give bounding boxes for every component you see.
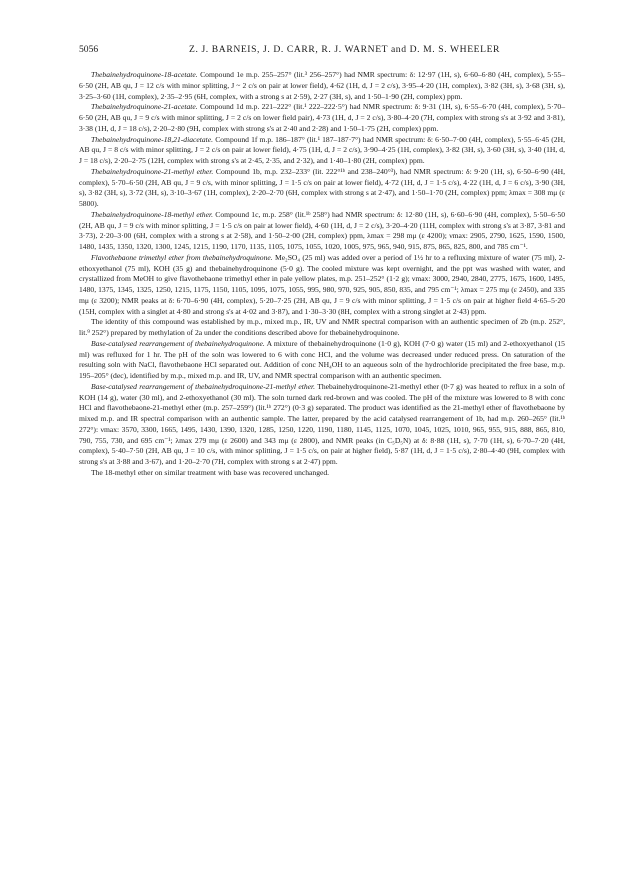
article-body	[79, 70, 565, 479]
paragraph-diacetate	[79, 135, 565, 167]
paragraph-text: The 18-methyl ether on similar treatment with base was recovered unchanged.	[91, 467, 330, 477]
paragraph-flavothebaone-trimethyl-ether	[79, 253, 565, 318]
running-head-authors: Z. J. BARNEIS, J. D. CARR, R. J. WARNET and D. M. S. WHEELER	[189, 44, 501, 55]
paragraph-title: Thebainehydroquinone-18-methyl ether.	[91, 209, 213, 219]
paragraph-text: Compound 1b, m.p. 232–233° (lit. 222°¹ᵇ and 238–240°³), had NMR spectrum: δ: 9·20 (1H, s), 6·50–6·90 (4H, complex), 5·70–6·50 (2H, AB qu, J = 9 c/s, with minor splitting, J = 1·5 c/s on pair at lower field), 4·72 (1H, d, J = 1·5 c/s), 4·22 (1H, d, J = 6 c/s), 3·90 (3H, s), 3·82 (3H, s), 3·72 (3H, s), 3·10–3·67 (1H, complex), 2·20–2·70 (6H, complex with strong s at 2·47), and 1·50–1·70 (2H, complex) ppm; λmax = 308 mμ (ε 5800).	[79, 166, 565, 208]
paragraph-title: Flavothebaone trimethyl ether from thebainehydroquinone.	[91, 252, 273, 262]
paragraph-title: Thebainehydroquinone-21-methyl ether.	[91, 166, 214, 176]
paragraph-text: A mixture of thebainehydroquinone (1·0 g), KOH (7·0 g) water (15 ml) and 2-ethoxyethanol (15 ml) was refluxed for 1 hr. The pH of the soln was lowered to 6 with conc HCl, and the volume was decreased under reduced press. On saturation of the resulting soln with NaCl, flavothebaone HCl separated out. Addition of conc NH₄OH to an aqueous soln of the hydrochloride precipitated the free base, m.p. 195–205° (dec), identified by m.p., mixed m.p. and IR, UV, and NMR spectral comparison with an authentic specimen.	[79, 338, 565, 380]
page-number: 5056	[79, 44, 99, 55]
paragraph-title: Thebainehydroquinone-18-acetate.	[91, 70, 198, 79]
paragraph-identity	[79, 317, 565, 339]
paragraph-text: Compound 1f m.p. 186–187° (lit.¹ 187–187·7°) had NMR spectrum: δ: 6·50–7·00 (4H, complex), 5·55–6·45 (2H, AB qu, J = 8 c/s with minor splitting, J = 2 c/s on pair at lower field), 4·75 (1H, d, J = 2 c/s), 3·90–4·25 (1H, complex), 3·82 (3H, s), 3·60 (3H, s), 3·40 (1H, d, J = 18 c/s), 2·20–2·75 (12H, complex with strong s's at 2·45, 2·35, and 2·32), and 1·40–1·80 (2H, complex) ppm.	[79, 134, 565, 165]
paragraph-18-methyl-ether	[79, 210, 565, 253]
paragraph-18-methyl-ether-unchanged	[79, 468, 565, 479]
paragraph-title: Thebainehydroquinone-21-acetate.	[91, 102, 198, 112]
paragraph-text: The identity of this compound was established by m.p., mixed m.p., IR, UV and NMR spectral comparison with an authentic specimen of 2b (m.p. 252°, lit.⁹ 252°) prepared by methylation of 2a under the conditions described above for thebainehydroquinone.	[79, 317, 565, 337]
paragraph-text: Me₂SO₄ (25 ml) was added over a period of 1½ hr to a refluxing mixture of water (75 ml), 2-ethoxyethanol (75 ml), KOH (35 g) and thebainehydroquinone (5·0 g). The cooled mixture was kept overnight, and the ppt was washed with water, and crystallized from MeOH to give flavothebaone trimethyl ether in pale yellow plates, m.p. 251–252° (1·2 g); νmax: 3000, 2940, 2840, 2775, 1675, 1600, 1495, 1480, 1375, 1345, 1325, 1250, 1215, 1175, 1150, 1105, 1095, 1075, 1055, 995, 980, 970, 925, 905, 850, 835, and 795 cm⁻¹; λmax = 275 mμ (ε 2450), and 335 mμ (ε 3200); NMR peaks at δ: 6·70–6·90 (4H, complex), 5·20–7·25 (2H, AB qu, J = 9 c/s with minor splitting, J = 1·5 c/s on pair at higher field 4·65–5·20 (15H, complex with a singlet at 4·80 and strong s's at 4·02 and 3·87), and 1·30–3·30 (8H, complex with a strong singlet at 2·43) ppm.	[79, 252, 565, 316]
paragraph-21-acetate	[79, 102, 565, 134]
paragraph-base-catalysed-rearrangement	[79, 339, 565, 382]
paragraph-21-methyl-ether	[79, 167, 565, 210]
paragraph-title: Thebainehydroquinone-18,21-diacetate.	[91, 134, 214, 144]
paragraph-18-acetate	[79, 70, 565, 102]
paragraph-text: Compound 1c, m.p. 258° (lit.¹ᵇ 258°) had NMR spectrum: δ: 12·80 (1H, s), 6·60–6·90 (4H, complex), 5·50–6·50 (2H, AB qu, J = 9 c/s with minor splitting, J = 1·5 c/s on pair at lower field), 4·60 (1H, d, J = 2 c/s), 3·20–4·20 (11H, complex with strong s's at 3·87, 3·81 and 3·73), 2·20–3·00 (6H, complex with a strong s at 2·58), and 1·50–2·00 (2H, complex) ppm, λmax = 298 mμ (ε 4200); νmax: 2905, 2790, 1625, 1590, 1500, 1480, 1435, 1350, 1320, 1300, 1245, 1215, 1190, 1170, 1135, 1105, 1075, 1055, 1020, 1005, 975, 965, 940, 915, 875, 865, 825, 800, and 785 cm⁻¹.	[79, 209, 565, 251]
paragraph-title: Base-catalysed rearrangement of thebainehydroquinone.	[91, 338, 265, 348]
paragraph-base-catalysed-21-methyl-ether	[79, 382, 565, 468]
paragraph-text: Compound 1e m.p. 255–257° (lit.³ 256–257°) had NMR spectrum: δ: 12·97 (1H, s), 6·60–6·80 (4H, complex), 5·55–6·50 (2H, AB qu, J = 12 c/s with minor splitting, J ~ 2 c/s on pair at lower field), 4·62 (1H, d, J = 2 c/s), 3·95–4·20 (1H, complex), 3·82 (3H, s), 3·68 (3H, s), 3·25–3·60 (1H, complex), 2·35–2·95 (6H, complex, with a strong s at 2·59), 2·27 (3H, s), and 1·50–1·90 (2H, complex) ppm.	[79, 70, 565, 101]
paragraph-text: Thebainehydroquinone-21-methyl ether (0·7 g) was heated to reflux in a soln of KOH (14 g), water (30 ml), and 2-ethoxyethanol (30 ml). The soln turned dark red-brown and was cooled. The pH of the mixture was lowered to 8 with conc HCl and flavothebaone-21-methyl ether (m.p. 257–259°) (lit.¹ᵇ 272°) (0·3 g) separated. The product was identified as the 21-methyl ether of flavothebaone by mixed m.p. and IR spectral comparison with an authentic sample. The latter, prepared by the acid catalysed rearrangement of 1b, had m.p. 260–265° (lit.¹ᵇ 272°): νmax: 3570, 3300, 1665, 1495, 1430, 1390, 1320, 1285, 1250, 1220, 1190, 1180, 1145, 1125, 1070, 1045, 1025, 1010, 965, 955, 915, 888, 865, 810, 790, 755, 730, and 695 cm⁻¹; λmax 279 mμ (ε 2600) and 343 mμ (ε 2800), and NMR peaks (in C₅D₅N) at δ: 8·88 (1H, s), 7·70 (1H, s), 6·70–7·20 (4H, complex), 5·40–7·50 (2H, AB qu, J = 10 c/s, with minor splitting, J = 1·5 c/s, on pair at higher field), 5·87 (1H, d, J = 1·5 c/s), 2·80–4·40 (9H, complex with strong s's at 3·88 and 3·67), and 1·20–2·70 (7H, complex with strong s at 2·47) ppm.	[79, 381, 565, 466]
paragraph-text: Compound 1d m.p. 221–222° (lit.¹ 222–222·5°) had NMR spectrum: δ: 9·31 (1H, s), 6·55–6·70 (4H, complex), 5·70–6·50 (2H, AB qu, J = 9 c/s with minor splitting, J = 2 c/s on lower field pair), 4·73 (1H, d, J = 2 c/s), 3·80–4·20 (7H, complex with strong s's at 3·92 and 3·81), 3·38 (1H, d, J = 18 c/s), 2·20–2·80 (9H, complex with strong s's at 2·40 and 2·28) and 1·50–1·75 (2H, complex) ppm.	[79, 102, 565, 133]
journal-page	[79, 0, 565, 893]
running-header	[79, 44, 565, 58]
paragraph-title: Base-catalysed rearrangement of thebainehydroquinone-21-methyl ether.	[91, 381, 316, 391]
